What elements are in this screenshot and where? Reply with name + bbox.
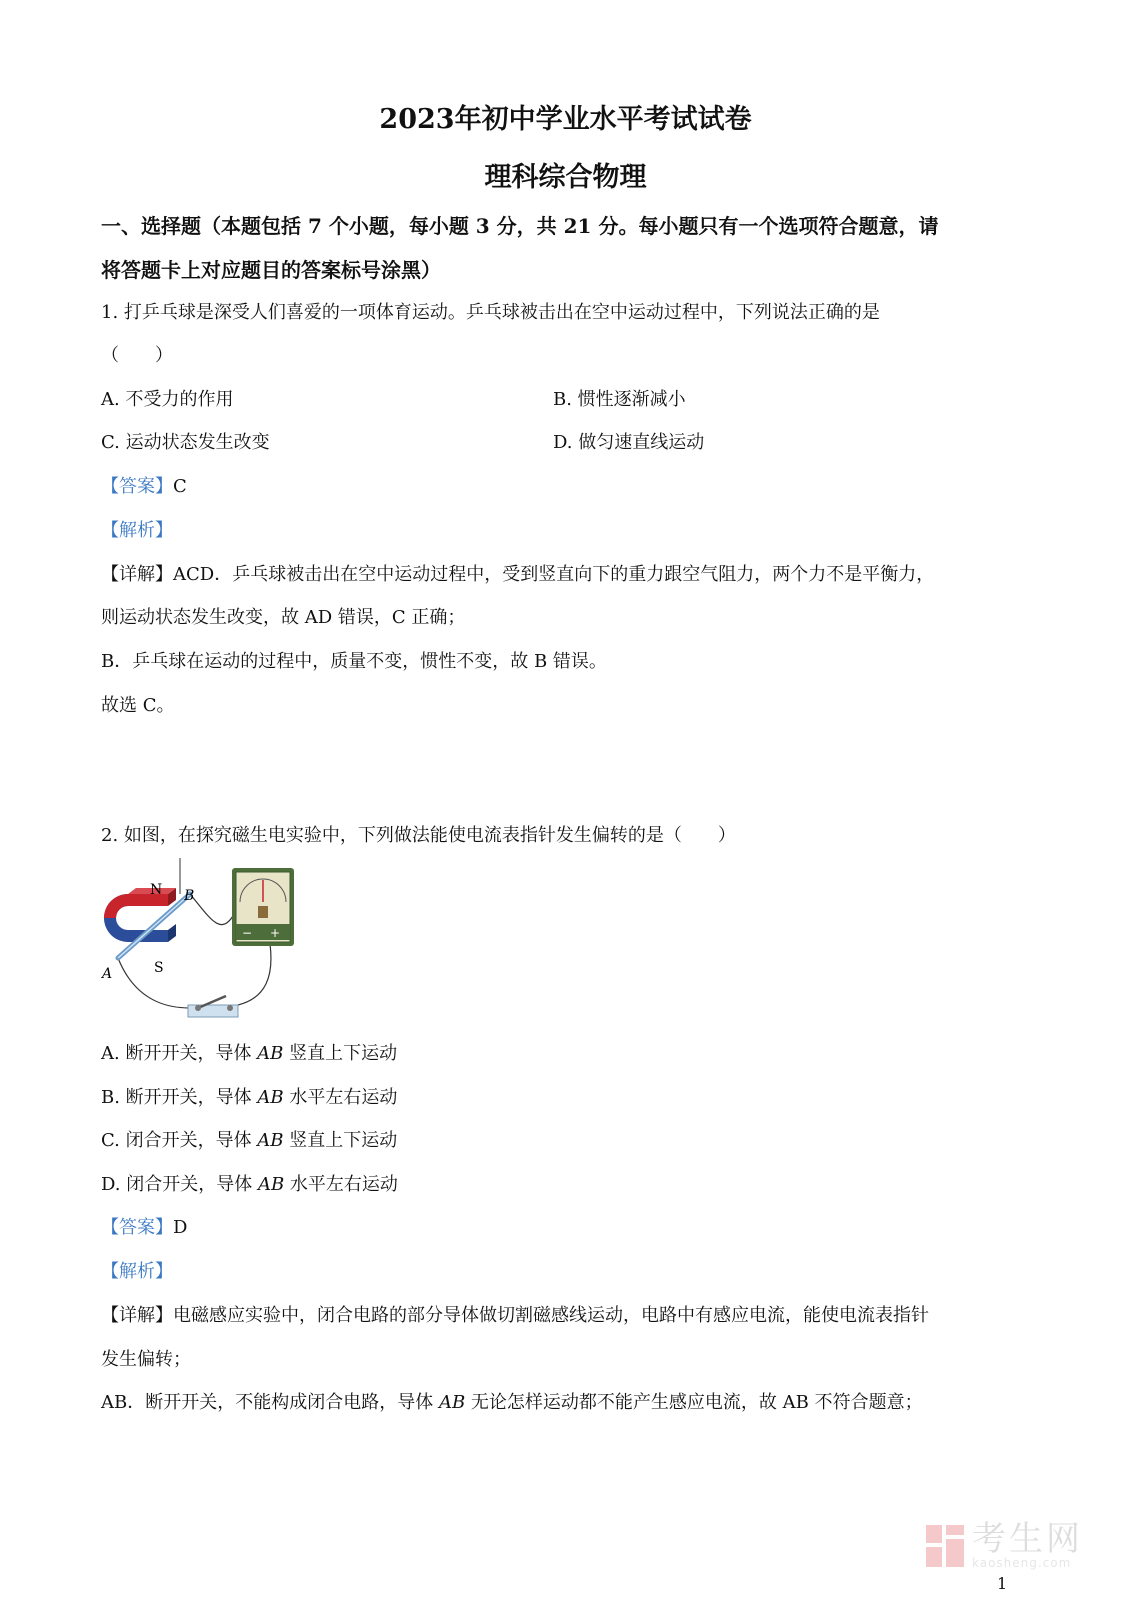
q1-detail-line1 — [101, 560, 934, 586]
exam-subtitle: 理科综合物理 — [484, 162, 647, 193]
watermark-cn: 考生网 — [972, 1519, 1083, 1559]
label-s: S — [154, 960, 164, 976]
q2-option-a-pre: A. 断开开关，导体 — [101, 1043, 258, 1064]
q2-option-d-pre: D. 闭合开关，导体 — [101, 1174, 258, 1195]
q2-stem: 2. 如图，在探究磁生电实验中，下列做法能使电流表指针发生偏转的是（ ） — [101, 825, 736, 846]
q2-answer-value: D — [173, 1217, 188, 1238]
q1-answer-value: C — [173, 476, 187, 497]
q1-stem-line2: （ ） — [101, 345, 173, 366]
q2-detail-text1: 电磁感应实验中，闭合电路的部分导体做切割磁感线运动，电路中有感应电流，能使电流表指针 — [173, 1305, 929, 1326]
q2-detail-line1 — [101, 1301, 929, 1327]
circuit-diagram — [98, 858, 308, 1026]
q2-option-b-pre: B. 断开开关，导体 — [101, 1087, 258, 1108]
label-n: N — [150, 882, 163, 898]
exam-title: 2023年初中学业水平考试试卷 — [379, 104, 752, 135]
switch — [188, 996, 238, 1017]
q1-option-d: D. 做匀速直线运动 — [553, 432, 705, 453]
q1-detail-line2: 则运动状态发生改变，故 AD 错误，C 正确； — [101, 607, 466, 628]
conductor-name: AB — [257, 1087, 284, 1108]
q1-option-a: A. 不受力的作用 — [101, 389, 234, 410]
q2-detail-line3-post: 无论怎样运动都不能产生感应电流，故 AB 不符合题意； — [465, 1392, 923, 1413]
q2-option-a — [101, 1039, 397, 1065]
q2-detail-line3-pre: AB．断开开关，不能构成闭合电路，导体 — [101, 1392, 439, 1413]
label-a: A — [102, 966, 113, 982]
detail-tag: 【详解】 — [101, 564, 173, 585]
conductor-name: AB — [257, 1130, 284, 1151]
q1-detail-line3: B．乒乓球在运动的过程中，质量不变，惯性不变，故 B 错误。 — [101, 651, 607, 672]
q2-option-d — [101, 1170, 398, 1196]
q2-answer — [101, 1213, 187, 1239]
q2-detail-line2: 发生偏转； — [101, 1349, 191, 1370]
q1-stem-line1: 1. 打乒乓球是深受人们喜爱的一项体育运动。乒乓球被击出在空中运动过程中，下列说法正确的是 — [101, 302, 880, 323]
q1-detail-text1: ACD．乒乓球被击出在空中运动过程中，受到竖直向下的重力跟空气阻力，两个力不是平衡力， — [173, 564, 935, 585]
q2-option-c-post: 竖直上下运动 — [283, 1130, 398, 1151]
electromagnetic-induction-figure — [98, 858, 308, 1026]
q2-analysis-tag: 【解析】 — [101, 1261, 173, 1282]
conductor-name: AB — [257, 1174, 285, 1195]
conductor-name: AB — [438, 1392, 466, 1413]
watermark-logo-icon — [926, 1525, 964, 1567]
q2-option-c — [101, 1126, 397, 1152]
svg-text:−: − — [242, 926, 253, 940]
section-heading-line1: 一、选择题（本题包括 7 个小题，每小题 3 分，共 21 分。每小题只有一个选项符合题意，请 — [101, 214, 939, 238]
answer-tag: 【答案】 — [101, 476, 173, 497]
q2-detail-line3 — [101, 1388, 923, 1414]
q1-option-b: B. 惯性逐渐减小 — [553, 389, 686, 410]
conductor-name: AB — [257, 1043, 284, 1064]
q1-answer — [101, 472, 187, 498]
q2-option-b — [101, 1083, 397, 1109]
svg-text:+: + — [270, 926, 281, 940]
q1-analysis-tag: 【解析】 — [101, 520, 173, 541]
q2-option-b-post: 水平左右运动 — [283, 1087, 398, 1108]
watermark — [926, 1519, 1083, 1570]
watermark-en: kaosheng.com — [972, 1556, 1072, 1570]
answer-tag: 【答案】 — [101, 1217, 173, 1238]
ammeter — [232, 868, 294, 946]
q1-conclusion: 故选 C。 — [101, 695, 175, 716]
q2-option-a-post: 竖直上下运动 — [283, 1043, 398, 1064]
page-number: 1 — [997, 1574, 1008, 1593]
label-b: B — [184, 888, 195, 904]
q2-option-d-post: 水平左右运动 — [284, 1174, 398, 1195]
section-heading-line2: 将答题卡上对应题目的答案标号涂黑） — [101, 258, 441, 282]
detail-tag: 【详解】 — [101, 1305, 173, 1326]
q2-option-c-pre: C. 闭合开关，导体 — [101, 1130, 258, 1151]
q1-option-c: C. 运动状态发生改变 — [101, 432, 270, 453]
